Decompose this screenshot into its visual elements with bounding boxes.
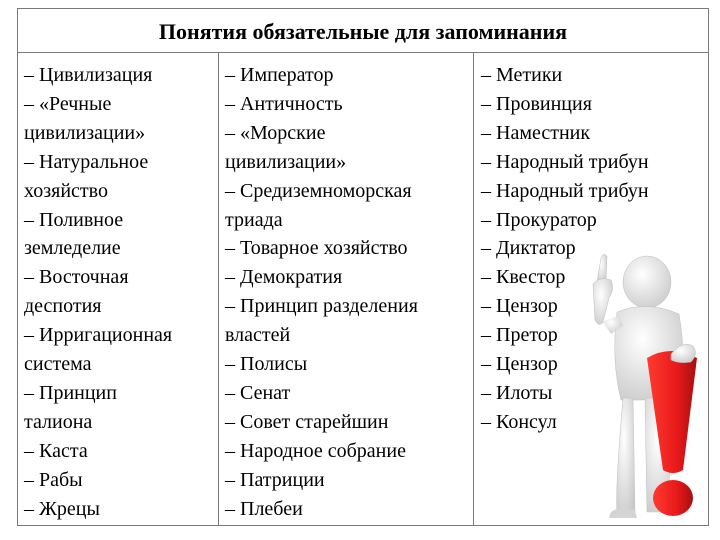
list-item: – Ирригационная [24,324,173,347]
list-item: – «Морские [225,121,326,144]
list-item: – Консул [481,410,557,433]
list-item: триада [225,208,283,231]
list-item: – Демократия [225,266,343,289]
list-item: – Сенат [225,381,291,404]
list-item: – Претор [481,324,558,347]
list-item: – Народное собрание [225,439,406,462]
list-item: – Принцип [24,381,117,404]
list-item: – Метики [481,64,563,86]
list-item: – «Речные [24,92,112,115]
list-item: – Провинция [481,92,592,115]
white-figure-with-exclamation-mark [575,250,715,520]
list-item: – Каста [24,439,88,462]
list-item: – Цензор [481,295,558,318]
column-2 [219,53,474,525]
list-item: – Патриции [225,468,325,491]
list-item: талиона [24,410,93,433]
list-item: – Античность [225,92,343,115]
list-item: – Средиземноморская [225,179,412,202]
list-item: – Восточная [24,266,129,289]
list-item: деспотия [24,295,102,318]
list-item: система [24,353,92,376]
list-item: – Цензор [481,353,558,376]
list-item: – Наместник [481,121,591,144]
list-item: – Цивилизация [24,64,153,86]
list-item: – Товарное хозяйство [225,237,408,260]
list-item: цивилизации» [225,150,347,173]
list-item: – Народный трибун [481,179,649,202]
list-item: властей [225,324,291,347]
list-item: – Народный трибун [481,150,649,173]
list-item: – Натуральное [24,150,149,173]
list-item: – Совет старейшин [225,410,389,433]
list-item: цивилизации» [24,121,146,144]
list-item: – Поливное [24,208,124,231]
table-title: Понятия обязательные для запоминания [18,9,708,53]
column-1 [18,53,219,525]
list-item: – Император [225,64,334,86]
list-item: – Квестор [481,266,566,289]
list-item: – Диктатор [481,237,576,260]
list-item: – Илоты [481,381,553,404]
list-item: хозяйство [24,179,108,202]
list-item: – Прокуратор [481,208,597,231]
list-item: – Плебеи [225,497,303,520]
list-item: – Жрецы [24,497,100,520]
list-item: – Принцип разделения [225,295,418,318]
list-item: – Рабы [24,468,83,491]
list-item: земледелие [24,237,121,260]
list-item: – Полисы [225,353,308,376]
